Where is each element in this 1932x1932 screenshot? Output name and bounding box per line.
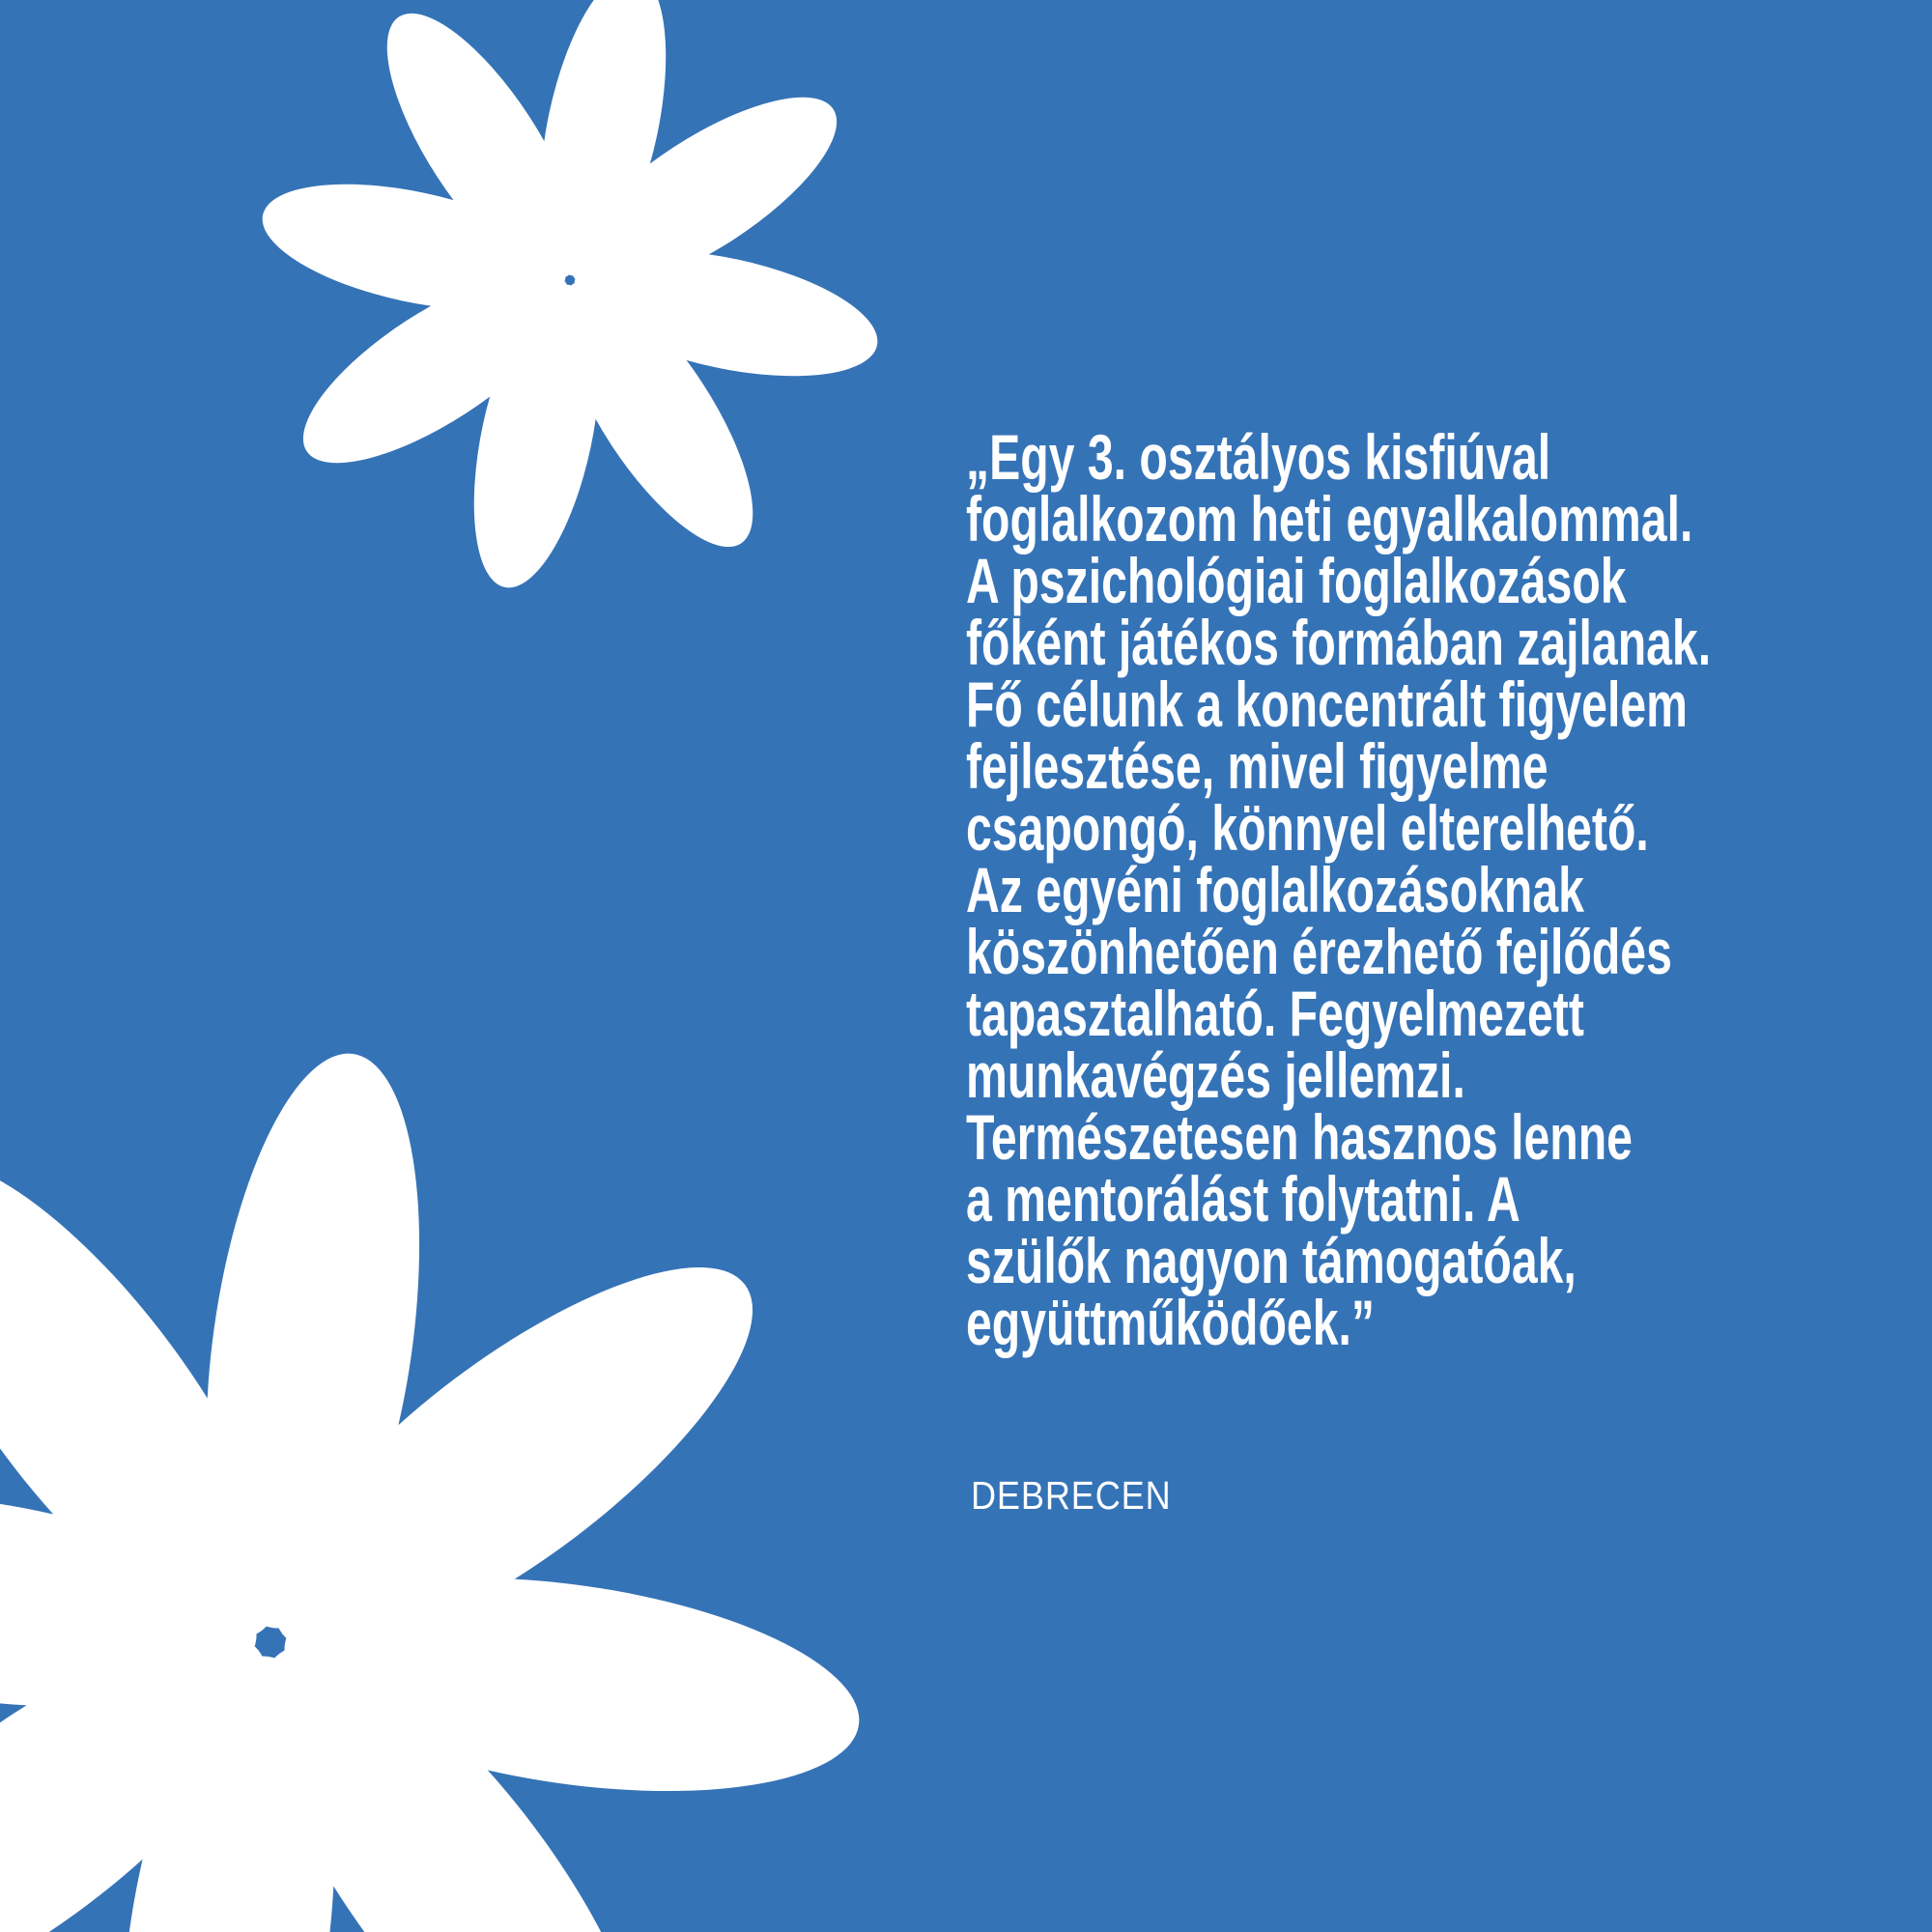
quote-line: szülők nagyon támogatóak, (966, 1225, 1577, 1296)
location-label: DEBRECEN (971, 1473, 1172, 1518)
quote-line: együttműködőek.” (966, 1287, 1375, 1358)
quote-line: Fő célunk a koncentrált figyelem (966, 668, 1689, 740)
quote-line: tapasztalható. Fegyelmezett (966, 978, 1584, 1049)
quote-line: munkavégzés jellemzi. (966, 1039, 1465, 1111)
quote-line: a mentorálást folytatni. A (966, 1163, 1520, 1235)
quote-line: főként játékos formában zajlanak. (966, 607, 1712, 678)
daisy-flower-top-icon (251, 0, 888, 599)
quote-line: csapongó, könnyel elterelhető. (966, 792, 1649, 864)
quote-line: Az egyéni foglalkozásoknak (966, 854, 1584, 925)
testimonial-quote (966, 421, 1756, 1358)
quote-line: „Egy 3. osztályos kisfiúval (966, 421, 1551, 493)
quote-line: köszönhetően érezhető fejlődés (966, 916, 1672, 987)
quote-line: foglalkozom heti egyalkalommal. (966, 483, 1693, 554)
quote-line: fejlesztése, mivel figyelme (966, 730, 1548, 802)
daisy-flower-bottom-icon (0, 1040, 872, 1932)
quote-line: A pszichológiai foglalkozások (966, 545, 1627, 616)
quote-line: Természetesen hasznos lenne (966, 1101, 1633, 1173)
